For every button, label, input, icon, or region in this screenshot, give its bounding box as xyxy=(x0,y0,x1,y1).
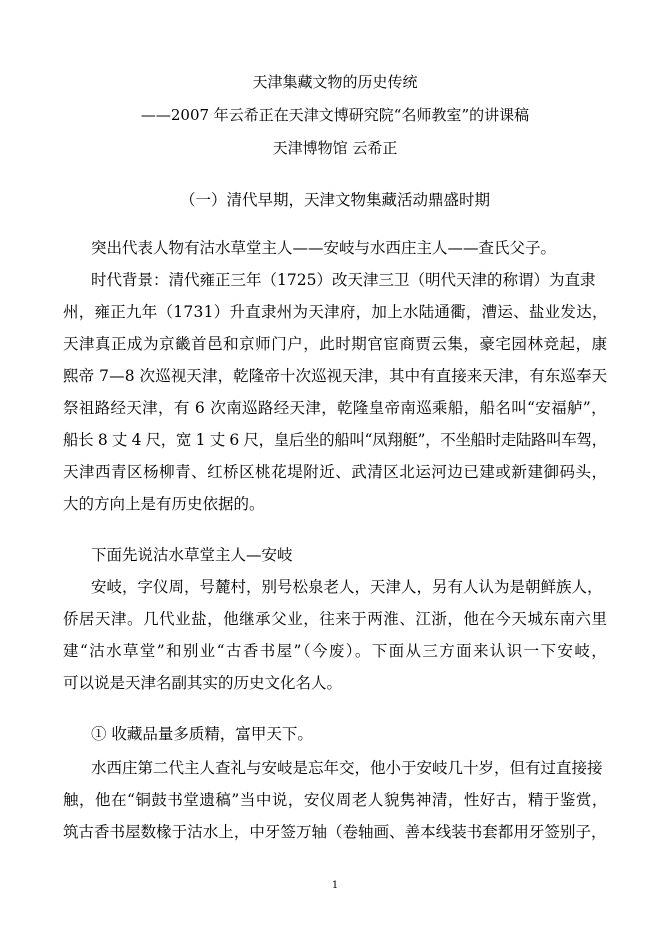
paragraph-line: 州，雍正九年（1731）升直隶州为天津府，加上水陆通衢，漕运、盐业发达， xyxy=(63,303,608,321)
paragraph-line: 触，他在“铜鼓书堂遗稿”当中说，安仪周老人貌隽神清，性好古，精于鉴赏， xyxy=(63,791,608,809)
point-heading: ① 收藏品量多质精，富甲天下。 xyxy=(91,725,313,743)
document-author: 天津博物馆 云希正 xyxy=(272,139,398,157)
paragraph-line: 天津西青区杨柳青、红桥区桃花堤附近、武清区北运河边已建或新建御码头， xyxy=(63,463,608,481)
paragraph-line: 祭祖路经天津，有 6 次南巡路经天津，乾隆皇帝南巡乘船，船名叫“安福舻”， xyxy=(63,399,607,417)
paragraph-line: 侨居天津。几代业盐，他继承父业，往来于两淮、江浙，他在今天城东南六里 xyxy=(63,610,608,628)
intro-paragraph: 突出代表人物有沽水草堂主人——安岐与水西庄主人——查氏父子。 xyxy=(91,239,557,257)
section-heading: （一）清代早期，天津文物集藏活动鼎盛时期 xyxy=(179,191,490,209)
subsection-heading: 下面先说沽水草堂主人—安岐 xyxy=(91,546,293,564)
paragraph-line: 筑古香书屋数椽于沽水上，中牙签万轴（卷轴画、善本线装书套都用牙签别子， xyxy=(63,823,607,841)
document-title: 天津集藏文物的历史传统 xyxy=(252,73,418,91)
page-number: 1 xyxy=(331,880,339,891)
paragraph-line: 安岐，字仪周，号麓村，别号松泉老人，天津人，另有人认为是朝鲜族人， xyxy=(91,578,603,596)
paragraph-line: 建“沽水草堂”和别业“古香书屋”（今废）。下面从三方面来认识一下安岐， xyxy=(63,642,609,660)
paragraph-line: 熙帝 7—8 次巡视天津，乾隆帝十次巡视天津，其中有直接来天津，有东巡奉天 xyxy=(63,367,608,385)
paragraph-line: 时代背景：清代雍正三年（1725）改天津三卫（明代天津的称谓）为直隶 xyxy=(91,271,596,289)
paragraph-line: 船长 8 丈 4 尺，宽 1 丈 6 尺，皇后坐的船叫“凤翔艇”，不坐船时走陆路叫车驾， xyxy=(63,431,607,449)
paragraph-line: 大的方向上是有历史依据的。 xyxy=(63,495,265,513)
document-subtitle: ——2007 年云希正在天津文博研究院“名师教室”的讲课稿 xyxy=(140,106,530,124)
paragraph-line: 可以说是天津名副其实的历史文化名人。 xyxy=(63,674,343,692)
paragraph-line: 天津真正成为京畿首邑和京师门户，此时期官宦商贾云集，豪宅园林竞起，康 xyxy=(63,335,608,353)
paragraph-line: 水西庄第二代主人查礼与安岐是忘年交，他小于安岐几十岁，但有过直接接 xyxy=(91,759,603,777)
